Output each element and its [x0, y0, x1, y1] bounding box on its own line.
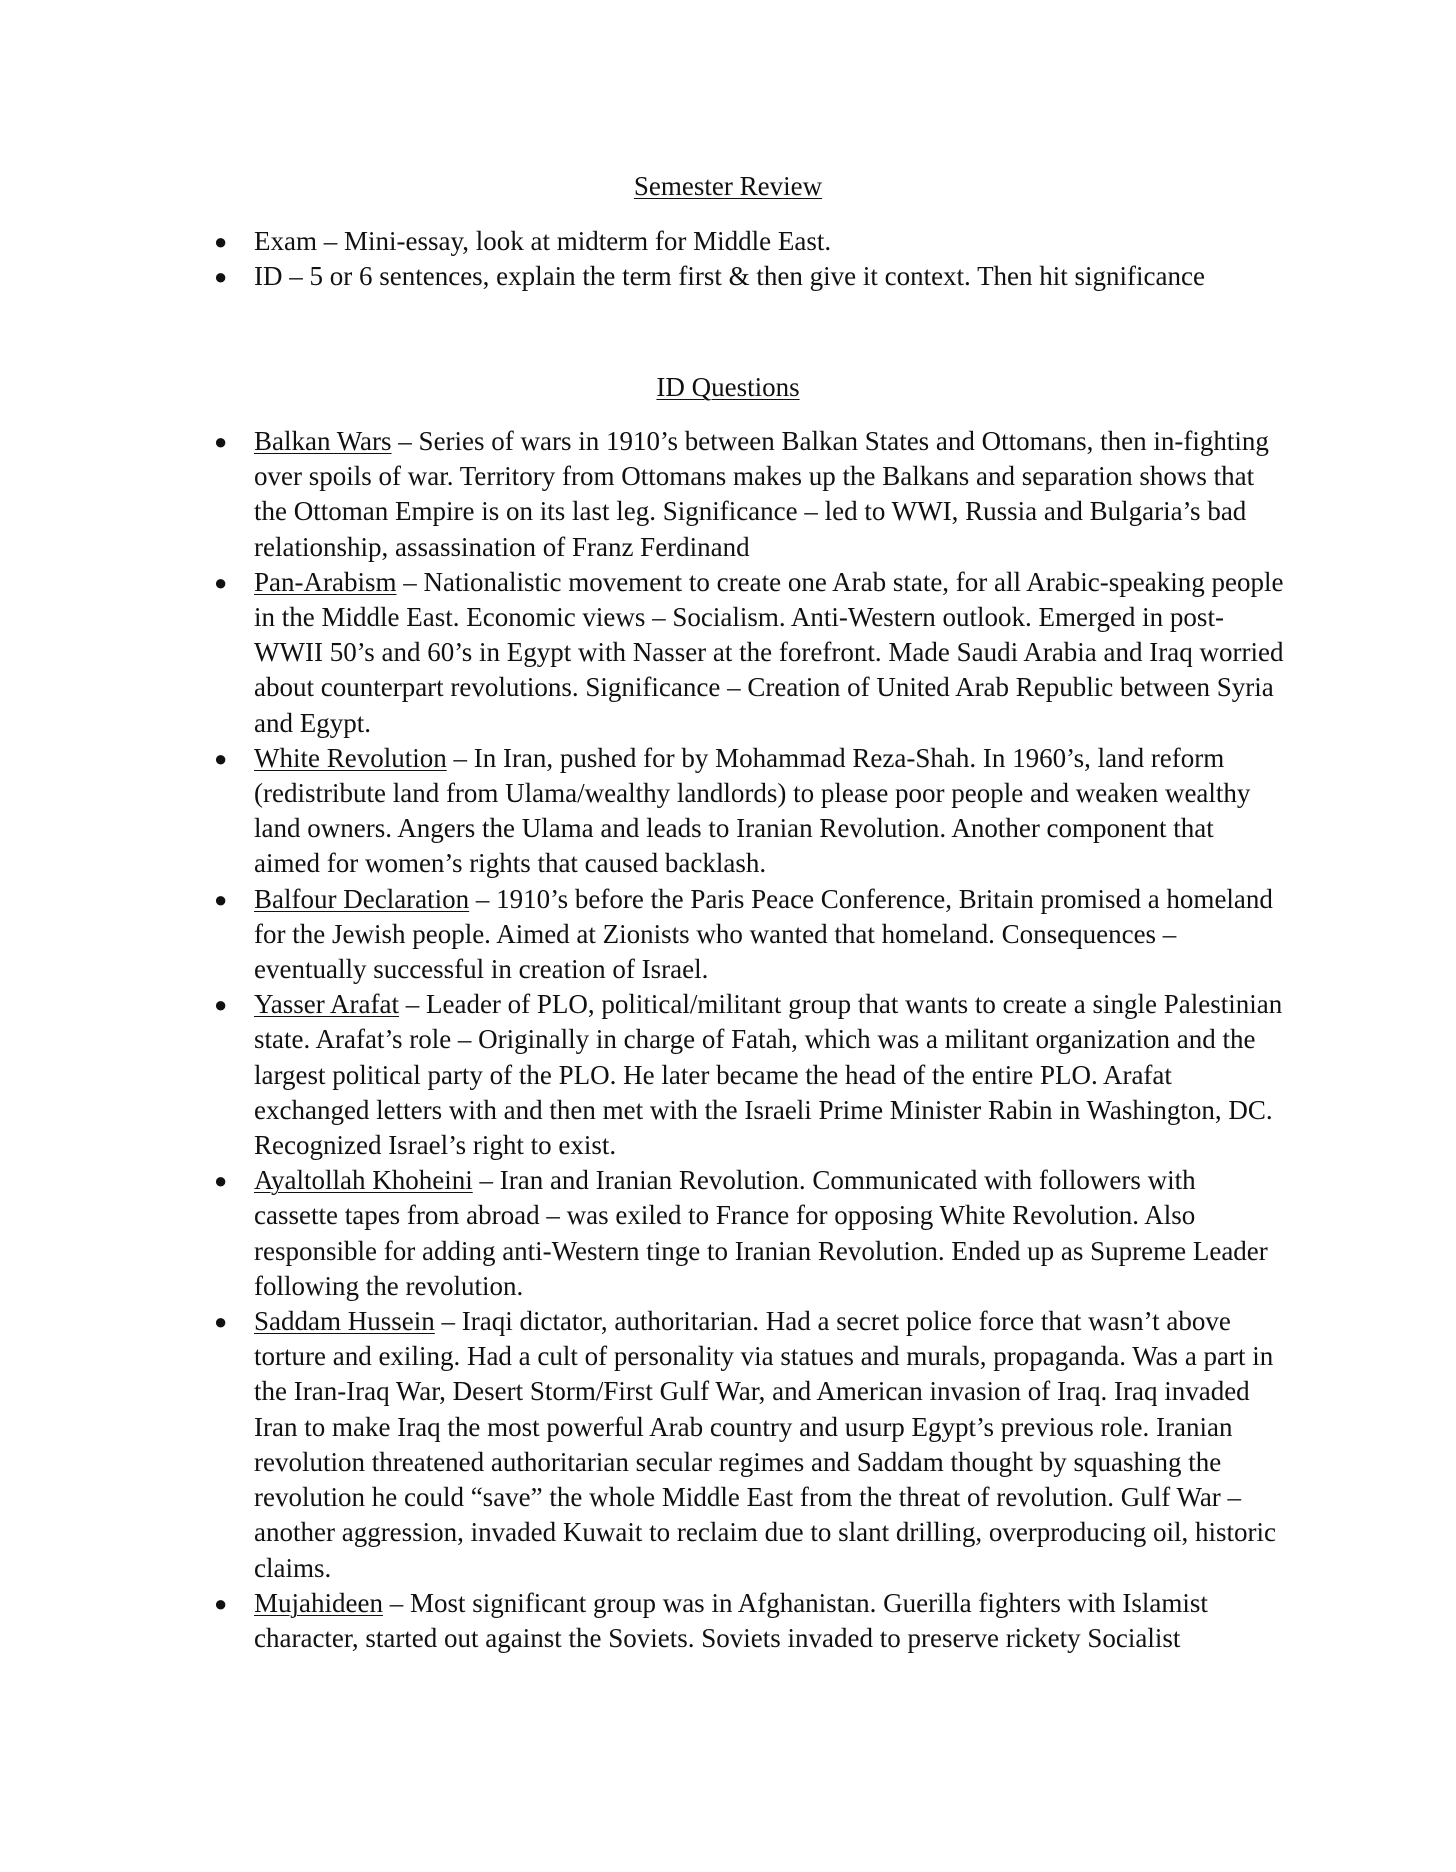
list-item	[214, 1304, 1284, 1586]
id-definition: – Most significant group was in Afghanistan. Guerilla fighters with Islamist character, started out against the Soviets. Soviets invaded to preserve rickety Socialist	[254, 1587, 1208, 1653]
id-definition: – Iraqi dictator, authoritarian. Had a secret police force that wasn’t above torture and exiling. Had a cult of personality via statues and murals, propaganda. Was a part in the Iran-Iraq War, Desert Storm/First Gulf War, and American invasion of Iraq. Iraq invaded Iran to make Iraq the most powerful Arab country and usurp Egypt’s previous role. Iranian revolution threatened authoritarian secular regimes and Saddam thought by squashing the revolution he could “save” the whole Middle East from the threat of revolution. Gulf War – another aggression, invaded Kuwait to reclaim due to slant drilling, overproducing oil, historic claims.	[254, 1306, 1277, 1583]
bullet-icon: ●	[214, 569, 228, 595]
bullet-icon: ●	[214, 1309, 228, 1335]
id-definition: – Leader of PLO, political/militant group that wants to create a single Palestinian state. Arafat’s role – Originally in charge of Fatah, which was a militant organization and the largest political party of the PLO. He later became the head of the entire PLO. Arafat exchanged letters with and then met with the Israeli Prime Minister Rabin in Washington, DC. Recognized Israel’s right to exist.	[254, 989, 1283, 1161]
list-item	[214, 259, 1284, 294]
id-note: ID – 5 or 6 sentences, explain the term first & then give it context. Then hit significance	[254, 261, 1205, 292]
id-term: Pan-Arabism	[254, 566, 397, 597]
id-questions-list	[214, 424, 1284, 1656]
id-questions-title: ID Questions	[656, 372, 800, 402]
list-item	[214, 565, 1284, 741]
id-definition: – In Iran, pushed for by Mohammad Reza-Shah. In 1960’s, land reform (redistribute land from Ulama/wealthy landlords) to please poor people and weaken wealthy land owners. Angers the Ulama and leads to Iranian Revolution. Another component that aimed for women’s rights that caused backlash.	[254, 742, 1251, 879]
bullet-icon: ●	[214, 745, 228, 771]
exam-notes-list	[214, 224, 1284, 294]
semester-review-title: Semester Review	[633, 171, 823, 201]
bullet-icon: ●	[214, 429, 228, 454]
id-term: Saddam Hussein	[254, 1306, 435, 1337]
semester-review-heading	[0, 168, 1456, 204]
id-definition: – Series of wars in 1910’s between Balkan States and Ottomans, then in-fighting over spoils of war. Territory from Ottomans makes up the Balkans and separation shows that the Ottoman Empire is on its last leg. Significance – led to WWI, Russia and Bulgaria’s bad relationship, assassination of Franz Ferdinand	[254, 426, 1269, 562]
id-term: White Revolution	[254, 742, 447, 773]
id-questions-heading	[0, 369, 1456, 405]
list-item	[214, 224, 1284, 259]
bullet-icon: ●	[214, 229, 228, 254]
bullet-icon: ●	[214, 886, 228, 912]
id-definition: – 1910’s before the Paris Peace Conference, Britain promised a homeland for the Jewish people. Aimed at Zionists who wanted that homeland. Consequences – eventually successful in creation of Israel.	[254, 883, 1273, 985]
id-term: Balkan Wars	[254, 426, 392, 456]
list-item	[214, 987, 1284, 1163]
bullet-icon: ●	[214, 1590, 228, 1616]
list-item	[214, 1163, 1284, 1304]
bullet-icon: ●	[214, 1168, 228, 1194]
id-term: Balfour Declaration	[254, 883, 470, 914]
id-term: Ayaltollah Khoheini	[254, 1165, 473, 1196]
list-item	[214, 1586, 1284, 1656]
id-term: Mujahideen	[254, 1587, 383, 1618]
id-definition: – Iran and Iranian Revolution. Communicated with followers with cassette tapes from abroad – was exiled to France for opposing White Revolution. Also responsible for adding anti-Western tinge to Iranian Revolution. Ended up as Supreme Leader following the revolution.	[254, 1165, 1268, 1301]
bullet-icon: ●	[214, 992, 228, 1018]
exam-note: Exam – Mini-essay, look at midterm for Middle East.	[254, 226, 832, 256]
id-term: Yasser Arafat	[254, 989, 399, 1020]
list-item	[214, 882, 1284, 988]
list-item	[214, 741, 1284, 882]
list-item	[214, 424, 1284, 565]
id-definition: – Nationalistic movement to create one Arab state, for all Arabic-speaking people in the Middle East. Economic views – Socialism. Anti-Western outlook. Emerged in post-WWII 50’s and 60’s in Egypt with Nasser at the forefront. Made Saudi Arabia and Iraq worried about counterpart revolutions. Significance – Creation of United Arab Republic between Syria and Egypt.	[254, 566, 1284, 738]
bullet-icon: ●	[214, 264, 228, 290]
